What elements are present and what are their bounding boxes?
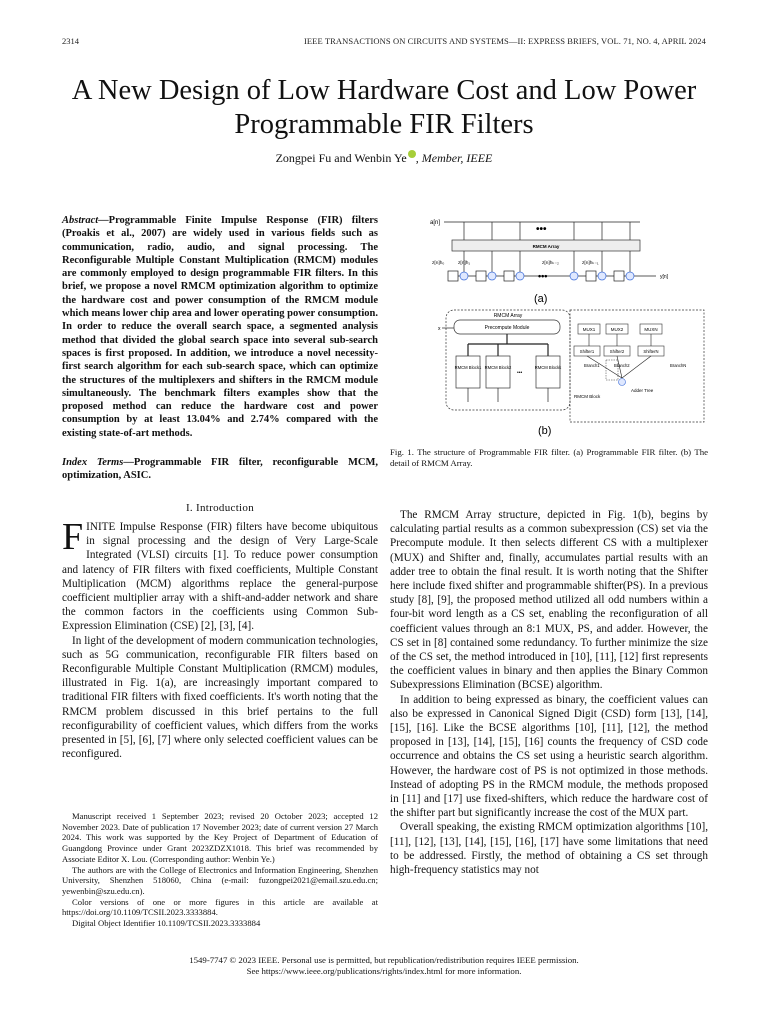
block2-label: RMCM Block2 [484,365,512,370]
shiftern-label: ShifterN [643,349,659,354]
rmcm-block-label: RMCM Block [574,394,601,399]
rmcm-array-label-a: RMCM Array [532,244,560,249]
index-terms [62,456,378,483]
abstract-text: —Programmable Finite Impulse Response (FIR) filters (Proakis et al., 2007) are widely used in various fields such as communication, radio, audio, and signal processing. The Reconfigurable Multiple Constant Multiplication (RMCM) modules are commonly employed to design programmable FIR filters. In this brief, we propose a novel RMCM optimization algorithm to optimize the hardware cost and power consumption of the RMCM module which means lower chip area and lower operating power consumption. In order to reduce the overall search space, a segmented analysis method that divided the global search space into several sub-search spaces is first proposed. In addition, we introduce a novel necessity-first search algorithm for each sub-search space, which can optimize the structures of the multiplexers and shifters in the RMCM module simultaneously. The benchmark filters examples show that the proposed method can reduce the hardware cost and power consumption by at least 13.04% and 2.74% compared with the existing state-of-art methods. [62,215,378,439]
dots-top: ••• [536,224,547,235]
precompute-label: Precompute Module [484,325,530,331]
footnote-doi: Digital Object Identifier 10.1109/TCSII.2023.3333884 [72,918,261,929]
footnote-color: Color versions of one or more figures in this article are available at https://doi.org/10.1109/TCSII.2023.3333884. [62,896,378,918]
author-names: Zongpei Fu and Wenbin Ye [275,151,407,165]
input-label: a[n] [430,220,441,226]
mux2-label: MUX2 [610,327,624,332]
branchn-label: BranchN [670,363,687,368]
right-column [390,508,708,877]
body-paragraph-3: Overall speaking, the existing RMCM optimization algorithms [10], [11], [12], [13], [14], [15], [16], [17] have some limitations that need to be addressed. Firstly, the method of obtaining a CS set through high-frequency statistics may not [390,821,708,877]
footnote-manuscript: Manuscript received 1 September 2023; revised 20 October 2023; accepted 12 November 2023. Date of publication 17 November 2023; date of current version 27 March 2024. This work was supported by the Key Project of Department of Education of Guangdong Province under Grant 2023ZDZX1018. This brief was recommended by Associate Editor X. Lou. (Corresponding author: Wenbin Ye.) [62,811,378,864]
block1-label: RMCM Block1 [454,365,482,370]
orcid-icon[interactable] [408,150,416,158]
body-paragraph-1: The RMCM Array structure, depicted in Fig. 1(b), begins by calculating partial results as a common subexpression (CS) set via the Precompute module. It then selects different CS with a multiplexer (MUX) and Shifter and, finally, accumulates partial results with an adder tree to obtain the final result. It is worth noting that the Shifter here include fixed shifter and programmable shifter(PS). In a previous study [8], [9], the proposed method utilized all odd numbers within a four-bit word length as a CS set, enabling the reconfiguration of all coefficient values through an 8:1 MUX, PS, and adder. However, the CS set in [8] contained some redundancy. To further minimize the size of the CS set, the method introduced in [10], [11], [12] first represents the coefficient values in binary and then applies the Binary Common Subexpressions Elimination (BCSE) algorithm. [390,509,708,692]
sublabel-b: (b) [538,425,552,437]
shifter1-label: Shifter1 [579,349,595,354]
abstract-label: Abstract [62,215,99,226]
shifter2-label: Shifter2 [609,349,625,354]
intro-paragraph-1: FINITE Impulse Response (FIR) filters have become ubiquitous in signal processing and the design of Very Large-Scale Integrated (VLSI) circuits [1]. To reduce power consumption and latency of FIR filters with fixed coefficients, Multiple Constant Multiplication (MCM) algorithms replace the general-purpose coefficient multiplier array with a shift-and-adder network and share the common factors in the coefficients using Common Sub-Expression Elimination (CSE) [2], [3], [4]. [62,516,378,633]
dots-blocks: ••• [517,370,523,376]
author-line [40,150,728,166]
x-input-label: x [438,326,441,332]
mux1-label: MUX1 [582,327,596,332]
figure-caption: Fig. 1. The structure of Programmable FIR filter. (a) Programmable FIR filter. (b) The detail of RMCM Array. [390,447,708,468]
abstract [62,214,378,440]
author-role: , Member, IEEE [415,151,493,165]
drop-cap: F [62,516,84,558]
index-terms-label: Index Terms [62,457,124,468]
copyright-notice [62,955,706,977]
copyright-line-1: 1549-7747 © 2023 IEEE. Personal use is permitted, but republication/redistribution requires IEEE permission. [189,955,579,965]
intro-paragraph-2: In light of the development of modern communication technologies, such as 5G communication, reconfigurable FIR filters based on Reconfigurable Multiple Constant Multiplication (RMCM) modules, illustrated in Fig. 1(a), are increasingly important compared to traditional FIR filters with fixed coefficients. It's worth noting that the RMCM problem discussed in this brief pertains to the full reconfigurability of coefficient values, which differs from the works presented in [5], [6], [7] where only selected coefficient values can be reconfigured. [62,634,378,761]
paper-title: A New Design of Low Hardware Cost and Low Power Programmable FIR Filters [71,75,697,140]
branch1-label: Branch1 [584,363,600,368]
output-label: y[n] [660,274,669,280]
adder-tree-label: Adder Tree [631,388,654,393]
branch2-label: Branch2 [614,363,630,368]
tap-label-k1: z[n]hₖ₋₁ [582,261,599,266]
section-heading: I. Introduction [185,502,255,514]
muxn-label: MUXN [644,327,658,332]
dots-mid: ••• [538,271,548,281]
rmcm-array-label-b: RMCM Array [493,313,523,319]
footnote-affiliation: The authors are with the College of Electronics and Information Engineering, Shenzhen University, Shenzhen 518060, China (e-mail: fuzongpei2021@email.szu.edu.cn; yewenbin@szu.edu.cn). [62,864,378,896]
page-number: 2314 [62,36,79,46]
footnote [62,811,378,929]
figure-1 [424,212,708,444]
tap-label-1: z[n]h₁ [458,261,471,266]
copyright-line-2: See https://www.ieee.org/publications/rights/index.html for more information. [246,966,522,976]
intro-section [62,516,378,761]
body-paragraph-2: In addition to being expressed as binary, the coefficient values can also be expressed in Canonical Signed Digit (CSD) form [13], [14], [15], [16]. Like the BCSE algorithms [10], [11], [12], the method proposed in [13], [14], [15], [16] counts the frequency of CSD code occurrence and obtains the CS set using a heuristic search algorithm. However, the hardware cost of PS is not optimized in those methods. Instead of adopting PS in the RMCM module, the methods proposed in [11] and [17] use fixed-shifters, which reduce the hardware cost of the shifter part but significantly increase the cost of the MUX part. [390,693,708,820]
index-terms-text: —Programmable FIR filter, reconfigurable MCM, optimization, ASIC. [62,457,378,482]
tap-label-0: z[n]h₀ [432,261,445,266]
journal-header: IEEE TRANSACTIONS ON CIRCUITS AND SYSTEMS—II: EXPRESS BRIEFS, VOL. 71, NO. 4, APRIL 2024 [303,36,706,46]
blockk-label: RMCM Blockk [534,365,562,370]
tap-label-k2: z[n]hₖ₋₂ [542,261,559,266]
sublabel-a: (a) [534,293,548,305]
